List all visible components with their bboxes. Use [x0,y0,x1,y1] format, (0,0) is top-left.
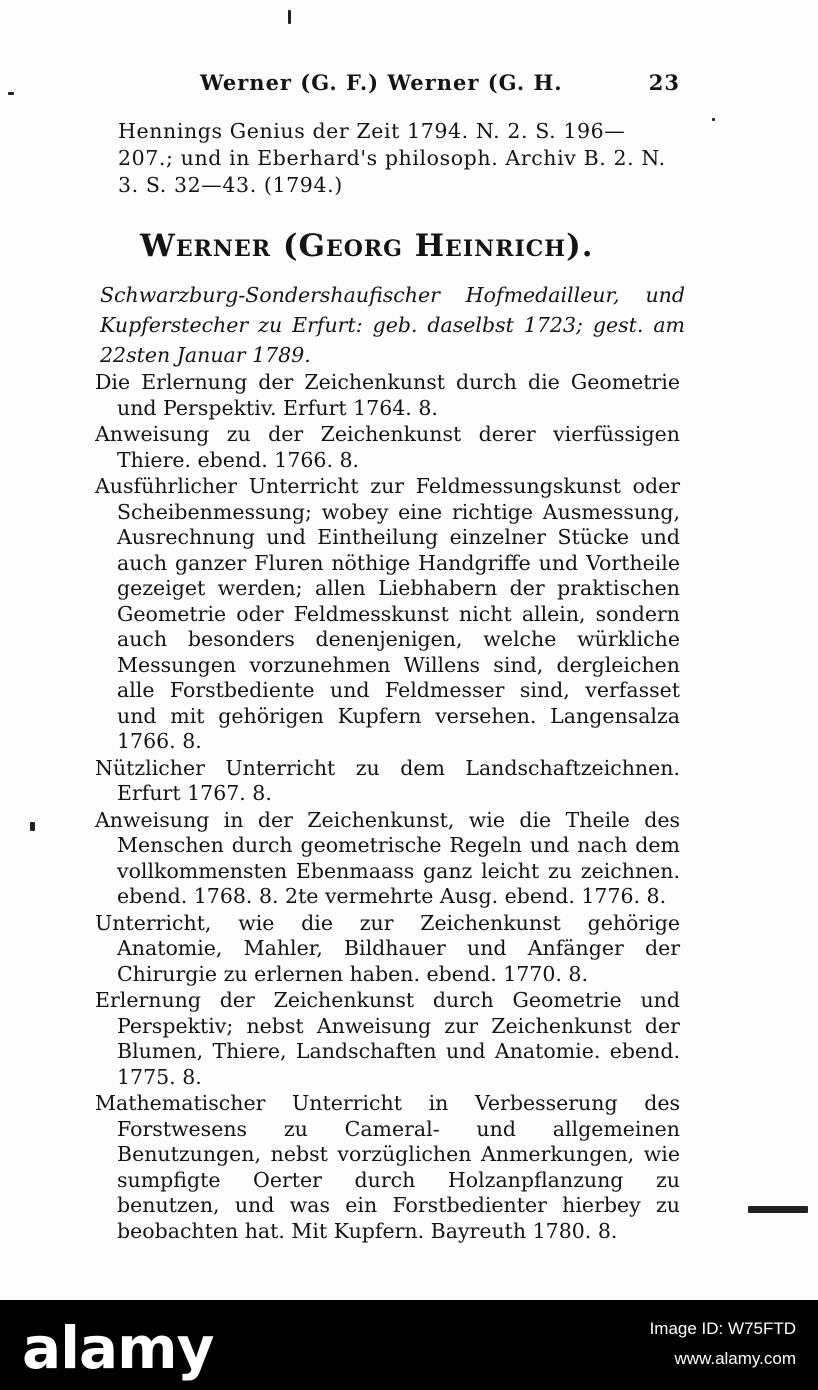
watermark-logo: alamy [22,1314,214,1382]
scan-speck [30,822,35,831]
watermark-url: www.alamy.com [674,1349,796,1368]
watermark-bar [0,1300,818,1390]
running-head-title: Werner (G. F.) Werner (G. H. [200,70,563,95]
scan-speck [712,118,715,121]
bibliography-entry: Nützlicher Unterricht zu dem Landschaftzeichnen. Erfurt 1767. 8. [95,755,680,805]
page-number: 23 [648,70,680,95]
bibliography-entry: Ausführlicher Unterricht zur Feldmessungskunst oder Scheibenmessung; wobey eine richtige Ausmessung, Ausrechnung und Eintheilung einzelner Stücke und auch ganzer Fluren nöthige Handgriffe und Vortheile gezeiget werden; allen Liebhabern der praktischen Geometrie oder Feldmesskunst nicht allein, sondern auch besonders denenjenigen, welche würkliche Messungen vorzunehmen Willens sind, dergleichen alle Forstbediente und Feldmesser sind, verfasset und mit gehörigen Kupfern versehen. Langensalza 1766. 8. [95,474,680,753]
entry-heading: Werner (Georg Heinrich). [140,228,594,264]
watermark-info [650,1314,796,1374]
bibliography-entry: Mathematischer Unterricht in Verbesserung des Forstwesens zu Cameral- und allgemeinen Benutzungen, nebst vorzüglichen Anmerkungen, wie sumpfigte Oerter durch Holzanpflanzung zu benutzen, und was ein Forstbedienter hierbey zu beobachten hat. Mit Kupfern. Bayreuth 1780. 8. [95,1091,680,1243]
bibliography-entry: Unterricht, wie die zur Zeichenkunst gehörige Anatomie, Mahler, Bildhauer und Anfänger der Chirurgie zu erlernen haben. ebend. 1770. 8. [95,910,680,986]
bibliography-entry: Anweisung in der Zeichenkunst, wie die Theile des Menschen durch geometrische Regeln und nach dem vollkommensten Ebenmaass ganz leicht zu zeichnen. ebend. 1768. 8. 2te vermehrte Ausg. ebend. 1776. 8. [95,807,680,908]
biography: Schwarzburg-Sondershaufischer Hofmedailleur, und Kupferstecher zu Erfurt: geb. daselbst 1723; gest. am 22sten Januar 1789. [100,283,685,367]
bibliography-entry: Die Erlernung der Zeichenkunst durch die Geometrie und Perspektiv. Erfurt 1764. 8. [95,370,680,420]
continuation-text: Hennings Genius der Zeit 1794. N. 2. S. 196—207.; und in Eberhard's philosoph. Archiv B. 2. N. 3. S. 32—43. (1794.) [118,119,666,197]
bibliography-entry: Erlernung der Zeichenkunst durch Geometrie und Perspektiv; nebst Anweisung zur Zeichenkunst der Blumen, Thiere, Landschaften und Anatomie. ebend. 1775. 8. [95,988,680,1089]
watermark-image-id: Image ID: W75FTD [649,1319,796,1338]
bibliography-list [95,370,680,1245]
scan-speck [748,1206,808,1213]
running-head [200,70,680,95]
scan-speck [8,92,14,95]
scan-speck [288,10,291,24]
bibliography-entry: Anweisung zu der Zeichenkunst derer vierfüssigen Thiere. ebend. 1766. 8. [95,422,680,472]
